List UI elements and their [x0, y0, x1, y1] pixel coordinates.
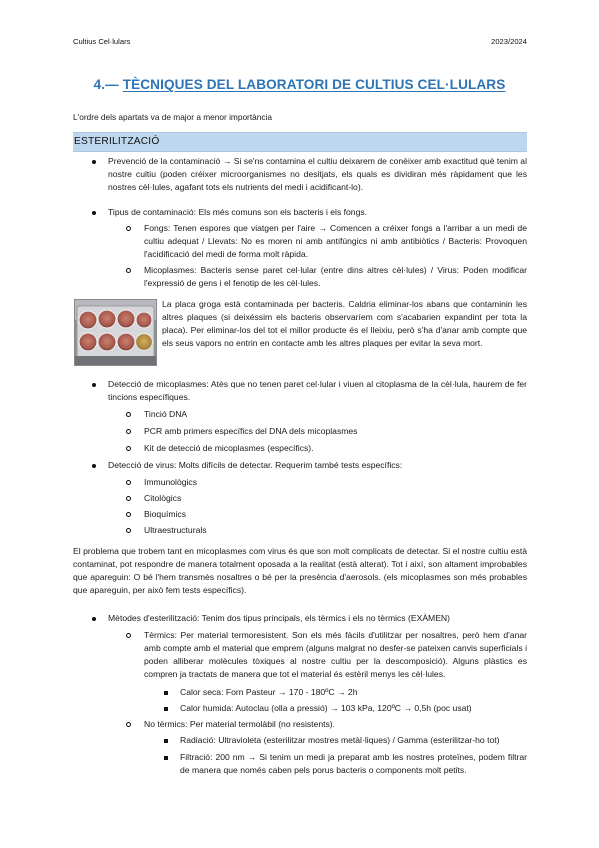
problem-paragraph: El problema que trobem tant en micoplasmes com virus és que son molt complicats de detectar. Si el nostre cultiu està contaminat, pot respondre de manera totalment oposada a la realitat (està alterat). Tot i així, son altament improbables que apareguin: O bé l'hem transmès nosaltres o bé per la presència d'aerosols. (els micoplasmes son més probables que apareguin, per això fem tests específics).	[73, 546, 527, 595]
list-item: Filtració: 200 nm → Si tenim un medi ja preparat amb les nostres proteïnes, podem filtrar de manera que només caben pels porus bacteris o components molt petits.	[180, 752, 527, 775]
list-item: Calor seca: Forn Pasteur → 170 - 180ºC → 2h	[180, 686, 527, 699]
list-item: Mètodes d'esterilització: Tenim dos tipus principals, els tèrmics i els no tèrmics (EXÀMEN)	[108, 612, 527, 625]
list-item: Tinció DNA	[144, 408, 527, 421]
list-item: No tèrmics: Per material termolàbil (no resistents).	[144, 718, 527, 731]
list-item: Bioquímics	[144, 508, 527, 521]
list-item: Kit de detecció de micoplasmes (específics).	[144, 442, 527, 455]
header-year: 2023/2024	[491, 37, 527, 46]
list-item: Tipus de contaminació: Els més comuns son els bacteris i els fongs.	[108, 206, 527, 219]
list-item: Detecció de virus: Molts difícils de detectar. Requerim també tests específics:	[108, 459, 527, 472]
page-header	[73, 35, 527, 48]
list-item: Micoplasmes: Bacteris sense paret cel·lular (entre dins altres cèl·lules) / Virus: Poden modificar l'expressió de gens i el fenotip de les cèl·lules.	[144, 265, 527, 288]
section-heading	[73, 132, 527, 152]
culture-plates-photo	[74, 299, 157, 366]
photo-caption: La placa groga està contaminada per bacteris. Caldria eliminar-los abans que contaminin les altres plaques (si deixéssim els bacteris observaríem com s'acabarien expandint per tota la placa). Per eliminar-los del tot el millor producte és el lleixiu, però s'ha d'anar amb compte que els seus vapors no entrin en contacte amb les altres plaques per evitar la seva mort.	[162, 299, 527, 348]
list-item: Ultraestructurals	[144, 524, 527, 537]
chapter-title	[0, 78, 599, 91]
list-item: Calor humida: Autoclau (olla a pressió) → 103 kPa, 120ºC → 0,5h (poc usat)	[180, 702, 527, 715]
section-heading-text: ESTERILITZACIÓ	[74, 136, 160, 147]
list-item: PCR amb primers específics del DNA dels micoplasmes	[144, 425, 527, 438]
header-course: Cultius Cel·lulars	[73, 37, 131, 46]
list-item: Fongs: Tenen espores que viatgen per l'aire → Comencen a créixer fongs a l'arribar a un medi de cultiu adequat / Llevats: No es moren ni amb antifúngics ni amb antibiòtics / Bacteris: Provoquen l'acidificació del medi de forma molt ràpida.	[144, 223, 527, 259]
list-item: Tèrmics: Per material termoresistent. Son els més fàcils d'utilitzar per nosaltres, però hem d'anar amb compte amb el material que emprem (alguns malgrat no desfer-se pateixen canvis superficials i poden alliberar molècules tòxiques al nostre cultiu per la descomposició). Alguns plàstics es compren ja tractats de manera que tot el material és estèril menys les cèl·lules.	[144, 630, 527, 679]
list-item: Citològics	[144, 492, 527, 505]
list-item: Radiació: Ultravioleta (esterilitzar mostres metàl·liques) / Gamma (esterilitzar-ho tot)	[180, 734, 527, 747]
list-item: Prevenció de la contaminació → Si se'ns contamina el cultiu deixarem de conèixer amb exactitud què tenim al nostre cultiu (poden créixer microorganismes no desitjats, els quals es dividiran més ràpidament que les nostres cèl·lules, agafant tots els nutrients del medi i acidificant-lo).	[108, 156, 527, 192]
chapter-number: 4.—	[93, 77, 123, 92]
intro-note: L'ordre dels apartats va de major a menor importància	[73, 112, 272, 122]
culture-plates-image	[75, 300, 156, 365]
list-item: Detecció de micoplasmes: Atès que no tenen paret cel·lular i viuen al citoplasma de la cèl·lula, haurem de fer tincions específiques.	[108, 379, 527, 402]
list-item: Immunològics	[144, 476, 527, 489]
chapter-title-text: TÈCNIQUES DEL LABORATORI DE CULTIUS CEL·LULARS	[122, 77, 506, 92]
